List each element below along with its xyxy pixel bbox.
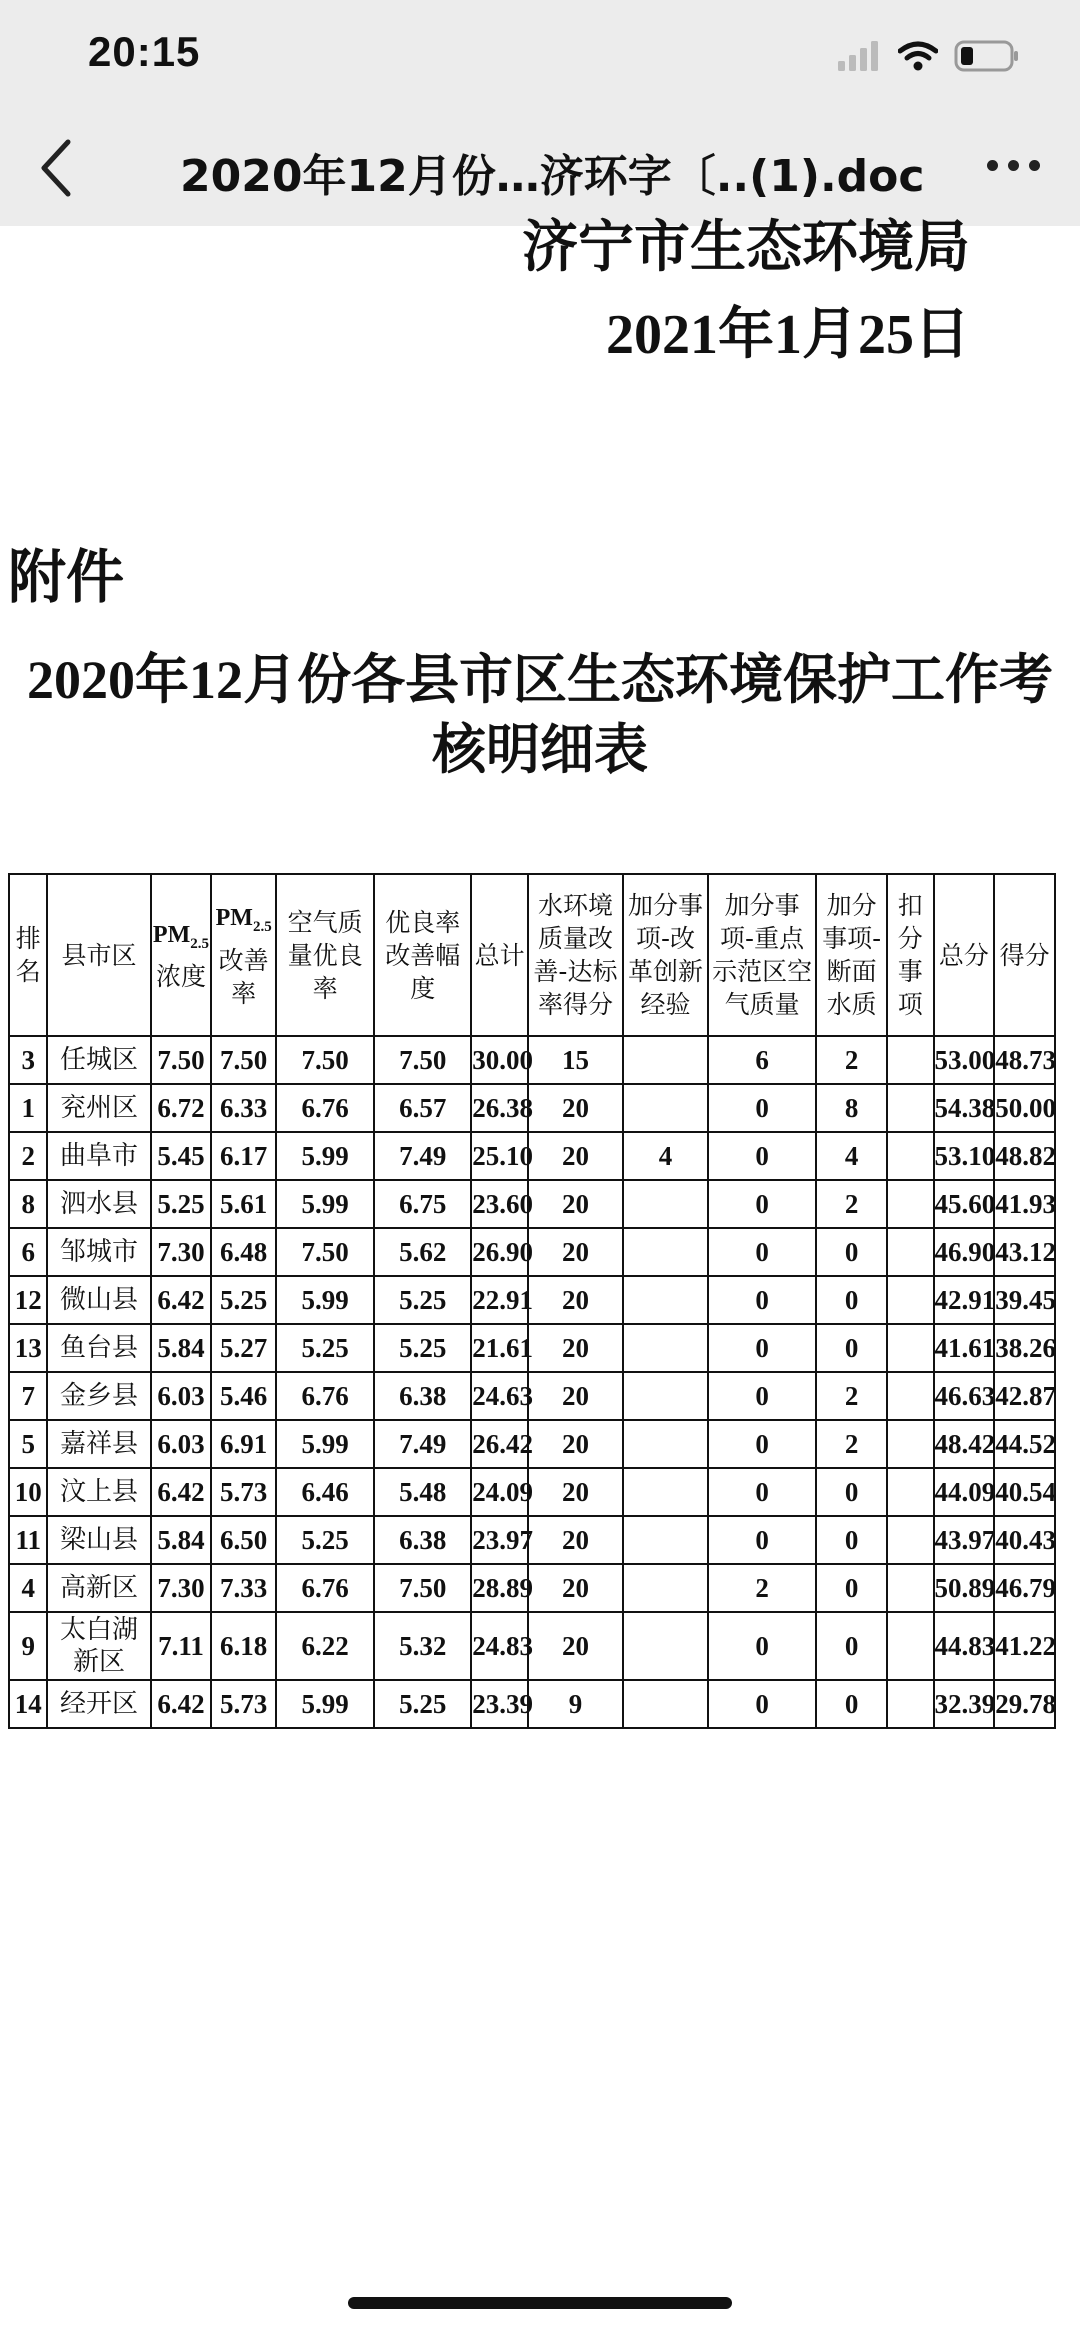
cell-pm-conc: 7.11	[151, 1612, 212, 1680]
cell-good: 5.25	[374, 1276, 471, 1324]
table-row	[9, 1324, 1055, 1372]
cell-total: 42.91	[934, 1276, 995, 1324]
cell-deduction	[887, 1612, 934, 1680]
header-bonus-demo: 加分事项-重点示范区空气质量	[708, 874, 816, 1036]
cell-water: 20	[528, 1564, 623, 1612]
cell-score: 38.26	[994, 1324, 1055, 1372]
cell-water-bonus: 2	[816, 1420, 887, 1468]
cell-district: 太白湖新区	[47, 1612, 150, 1680]
cell-district: 曲阜市	[47, 1132, 150, 1180]
cell-pm-conc: 6.03	[151, 1372, 212, 1420]
cell-rank: 1	[9, 1084, 47, 1132]
cell-rank: 7	[9, 1372, 47, 1420]
cell-air: 5.99	[276, 1420, 374, 1468]
cell-air: 6.76	[276, 1084, 374, 1132]
cell-deduction	[887, 1276, 934, 1324]
cell-pm-imp: 5.27	[211, 1324, 276, 1372]
cell-air: 5.25	[276, 1324, 374, 1372]
cell-score: 46.79	[994, 1564, 1055, 1612]
cell-innovation	[623, 1420, 708, 1468]
cell-subtotal: 30.00	[471, 1036, 528, 1084]
home-indicator[interactable]	[348, 2297, 732, 2309]
cell-pm-imp: 6.18	[211, 1612, 276, 1680]
cell-total: 45.60	[934, 1180, 995, 1228]
header-good-rate: 优良率改善幅度	[374, 874, 471, 1036]
cell-rank: 9	[9, 1612, 47, 1680]
table-row	[9, 1420, 1055, 1468]
table-row	[9, 1276, 1055, 1324]
table-row	[9, 1228, 1055, 1276]
cell-subtotal: 24.09	[471, 1468, 528, 1516]
header-score: 得分	[994, 874, 1055, 1036]
cell-total: 50.89	[934, 1564, 995, 1612]
cell-innovation: 4	[623, 1132, 708, 1180]
cell-deduction	[887, 1132, 934, 1180]
cell-deduction	[887, 1180, 934, 1228]
issue-date: 2021年1月25日	[606, 304, 970, 366]
cell-district: 鱼台县	[47, 1324, 150, 1372]
cell-total: 53.00	[934, 1036, 995, 1084]
table-title	[0, 645, 1080, 785]
cell-score: 41.22	[994, 1612, 1055, 1680]
cell-demo: 0	[708, 1276, 816, 1324]
cell-demo: 0	[708, 1180, 816, 1228]
cell-total: 48.42	[934, 1420, 995, 1468]
cell-water: 20	[528, 1324, 623, 1372]
cell-demo: 0	[708, 1516, 816, 1564]
table-row	[9, 1372, 1055, 1420]
cell-good: 7.49	[374, 1132, 471, 1180]
cell-deduction	[887, 1084, 934, 1132]
header-air-quality: 空气质量优良率	[276, 874, 374, 1036]
cell-innovation	[623, 1180, 708, 1228]
back-arrow-icon[interactable]	[36, 138, 76, 198]
table-row	[9, 1084, 1055, 1132]
cell-demo: 6	[708, 1036, 816, 1084]
cell-district: 高新区	[47, 1564, 150, 1612]
cell-subtotal: 26.90	[471, 1228, 528, 1276]
cell-subtotal: 26.38	[471, 1084, 528, 1132]
cell-total: 46.63	[934, 1372, 995, 1420]
cell-pm-conc: 6.42	[151, 1680, 212, 1728]
cell-air: 5.99	[276, 1680, 374, 1728]
header-total: 总分	[934, 874, 995, 1036]
cell-total: 43.97	[934, 1516, 995, 1564]
cell-good: 6.75	[374, 1180, 471, 1228]
issuing-authority: 济宁市生态环境局	[522, 215, 970, 280]
header-water-score: 水环境质量改善-达标率得分	[528, 874, 623, 1036]
cell-innovation	[623, 1228, 708, 1276]
cell-pm-imp: 6.33	[211, 1084, 276, 1132]
cell-innovation	[623, 1036, 708, 1084]
table-row	[9, 1036, 1055, 1084]
cell-pm-imp: 5.73	[211, 1468, 276, 1516]
cell-good: 7.49	[374, 1420, 471, 1468]
header-bonus-innovation: 加分事项-改革创新经验	[623, 874, 708, 1036]
cell-pm-conc: 6.42	[151, 1276, 212, 1324]
cell-district: 任城区	[47, 1036, 150, 1084]
cell-innovation	[623, 1612, 708, 1680]
cell-innovation	[623, 1324, 708, 1372]
cell-water-bonus: 2	[816, 1180, 887, 1228]
cell-good: 5.32	[374, 1612, 471, 1680]
cell-innovation	[623, 1468, 708, 1516]
cell-water: 20	[528, 1228, 623, 1276]
table-header-row	[9, 874, 1055, 1036]
cell-good: 5.25	[374, 1680, 471, 1728]
cell-water-bonus: 0	[816, 1564, 887, 1612]
cell-water: 20	[528, 1372, 623, 1420]
cell-pm-imp: 5.25	[211, 1276, 276, 1324]
cell-subtotal: 24.83	[471, 1612, 528, 1680]
table-title-line2: 核明细表	[432, 720, 648, 780]
cell-district: 经开区	[47, 1680, 150, 1728]
cell-demo: 2	[708, 1564, 816, 1612]
cell-deduction	[887, 1036, 934, 1084]
cell-water-bonus: 2	[816, 1036, 887, 1084]
cell-total: 53.10	[934, 1132, 995, 1180]
cell-total: 44.09	[934, 1468, 995, 1516]
cell-subtotal: 24.63	[471, 1372, 528, 1420]
cell-good: 6.38	[374, 1516, 471, 1564]
cell-deduction	[887, 1324, 934, 1372]
assessment-table	[8, 873, 1056, 1729]
cell-score: 43.12	[994, 1228, 1055, 1276]
cell-water: 20	[528, 1276, 623, 1324]
cell-subtotal: 21.61	[471, 1324, 528, 1372]
cell-air: 5.99	[276, 1132, 374, 1180]
cell-demo: 0	[708, 1132, 816, 1180]
cell-deduction	[887, 1516, 934, 1564]
cell-subtotal: 25.10	[471, 1132, 528, 1180]
cell-rank: 3	[9, 1036, 47, 1084]
cell-score: 29.78	[994, 1680, 1055, 1728]
header-pm-concentration: $PM_{2.5}$ 浓度	[151, 874, 212, 1036]
cell-total: 46.90	[934, 1228, 995, 1276]
cell-subtotal: 26.42	[471, 1420, 528, 1468]
cell-rank: 8	[9, 1180, 47, 1228]
cell-deduction	[887, 1228, 934, 1276]
cell-water-bonus: 0	[816, 1612, 887, 1680]
cell-demo: 0	[708, 1084, 816, 1132]
cell-water-bonus: 8	[816, 1084, 887, 1132]
cell-total: 32.39	[934, 1680, 995, 1728]
cell-good: 7.50	[374, 1564, 471, 1612]
cell-deduction	[887, 1420, 934, 1468]
table-row	[9, 1516, 1055, 1564]
cell-pm-conc: 6.72	[151, 1084, 212, 1132]
header-deduction: 扣分事项	[887, 874, 934, 1036]
cell-air: 6.46	[276, 1468, 374, 1516]
cell-water: 20	[528, 1180, 623, 1228]
table-row	[9, 1132, 1055, 1180]
cell-subtotal: 23.39	[471, 1680, 528, 1728]
cell-water: 20	[528, 1132, 623, 1180]
table-row	[9, 1468, 1055, 1516]
cell-water-bonus: 0	[816, 1468, 887, 1516]
cell-water-bonus: 2	[816, 1372, 887, 1420]
cell-air: 5.99	[276, 1276, 374, 1324]
cell-district: 汶上县	[47, 1468, 150, 1516]
cell-total: 44.83	[934, 1612, 995, 1680]
cell-innovation	[623, 1372, 708, 1420]
cell-score: 40.43	[994, 1516, 1055, 1564]
cell-innovation	[623, 1276, 708, 1324]
cell-good: 7.50	[374, 1036, 471, 1084]
cell-water: 20	[528, 1084, 623, 1132]
cell-pm-imp: 6.48	[211, 1228, 276, 1276]
cell-pm-conc: 5.25	[151, 1180, 212, 1228]
cell-water: 15	[528, 1036, 623, 1084]
cell-score: 39.45	[994, 1276, 1055, 1324]
cell-water-bonus: 0	[816, 1680, 887, 1728]
cell-good: 5.62	[374, 1228, 471, 1276]
cell-rank: 12	[9, 1276, 47, 1324]
cell-district: 泗水县	[47, 1180, 150, 1228]
cell-pm-conc: 6.42	[151, 1468, 212, 1516]
cell-demo: 0	[708, 1324, 816, 1372]
cell-district: 邹城市	[47, 1228, 150, 1276]
cell-deduction	[887, 1680, 934, 1728]
table-row	[9, 1564, 1055, 1612]
table-row	[9, 1180, 1055, 1228]
cell-pm-conc: 5.84	[151, 1516, 212, 1564]
cell-air: 6.76	[276, 1372, 374, 1420]
cell-rank: 14	[9, 1680, 47, 1728]
cell-innovation	[623, 1084, 708, 1132]
cell-good: 6.57	[374, 1084, 471, 1132]
cell-pm-conc: 7.30	[151, 1228, 212, 1276]
cell-pm-imp: 5.73	[211, 1680, 276, 1728]
cell-pm-conc: 6.03	[151, 1420, 212, 1468]
top-bar	[0, 0, 1080, 226]
cell-rank: 10	[9, 1468, 47, 1516]
cell-pm-imp: 5.46	[211, 1372, 276, 1420]
cell-score: 40.54	[994, 1468, 1055, 1516]
cell-innovation	[623, 1680, 708, 1728]
cell-score: 48.82	[994, 1132, 1055, 1180]
cell-innovation	[623, 1516, 708, 1564]
status-time: 20:15	[88, 28, 201, 75]
cell-water: 20	[528, 1468, 623, 1516]
cell-pm-imp: 6.17	[211, 1132, 276, 1180]
cell-air: 5.25	[276, 1516, 374, 1564]
cell-score: 42.87	[994, 1372, 1055, 1420]
header-subtotal: 总计	[471, 874, 528, 1036]
cell-pm-imp: 6.91	[211, 1420, 276, 1468]
cell-deduction	[887, 1372, 934, 1420]
cell-water-bonus: 0	[816, 1516, 887, 1564]
cell-good: 6.38	[374, 1372, 471, 1420]
cell-pm-conc: 5.45	[151, 1132, 212, 1180]
header-rank: 排名	[9, 874, 47, 1036]
header-district: 县市区	[47, 874, 150, 1036]
cell-water: 20	[528, 1516, 623, 1564]
cell-pm-conc: 7.30	[151, 1564, 212, 1612]
cell-score: 48.73	[994, 1036, 1055, 1084]
cell-pm-imp: 5.61	[211, 1180, 276, 1228]
cell-score: 50.00	[994, 1084, 1055, 1132]
cell-demo: 0	[708, 1228, 816, 1276]
cell-rank: 2	[9, 1132, 47, 1180]
table-row	[9, 1612, 1055, 1680]
cell-demo: 0	[708, 1420, 816, 1468]
cell-demo: 0	[708, 1372, 816, 1420]
cell-subtotal: 28.89	[471, 1564, 528, 1612]
cell-pm-imp: 7.33	[211, 1564, 276, 1612]
cell-water: 20	[528, 1420, 623, 1468]
cell-total: 54.38	[934, 1084, 995, 1132]
table-body	[9, 1036, 1055, 1728]
cell-pm-conc: 7.50	[151, 1036, 212, 1084]
cell-air: 6.76	[276, 1564, 374, 1612]
cell-district: 微山县	[47, 1276, 150, 1324]
cell-water-bonus: 0	[816, 1276, 887, 1324]
cell-pm-conc: 5.84	[151, 1324, 212, 1372]
cell-district: 金乡县	[47, 1372, 150, 1420]
cell-subtotal: 23.97	[471, 1516, 528, 1564]
cell-rank: 5	[9, 1420, 47, 1468]
cell-deduction	[887, 1468, 934, 1516]
cell-air: 7.50	[276, 1036, 374, 1084]
cell-good: 5.48	[374, 1468, 471, 1516]
cell-subtotal: 22.91	[471, 1276, 528, 1324]
cell-water-bonus: 0	[816, 1324, 887, 1372]
cell-deduction	[887, 1564, 934, 1612]
cell-water: 20	[528, 1612, 623, 1680]
cell-air: 7.50	[276, 1228, 374, 1276]
cell-demo: 0	[708, 1612, 816, 1680]
cell-water-bonus: 4	[816, 1132, 887, 1180]
cell-good: 5.25	[374, 1324, 471, 1372]
cell-score: 41.93	[994, 1180, 1055, 1228]
cell-score: 44.52	[994, 1420, 1055, 1468]
cell-air: 5.99	[276, 1180, 374, 1228]
cell-district: 梁山县	[47, 1516, 150, 1564]
header-bonus-water: 加分事项-断面水质	[816, 874, 887, 1036]
document-title: 2020年12月份…济环字〔..(1).doc	[180, 151, 925, 202]
cell-air: 6.22	[276, 1612, 374, 1680]
cell-demo: 0	[708, 1468, 816, 1516]
header-pm-improvement: $PM_{2.5}$ 改善率	[211, 874, 276, 1036]
cell-district: 兖州区	[47, 1084, 150, 1132]
more-options-icon[interactable]	[987, 160, 1040, 171]
status-icons	[838, 36, 1020, 76]
attachment-label: 附件	[8, 543, 125, 611]
cell-rank: 6	[9, 1228, 47, 1276]
cell-water: 9	[528, 1680, 623, 1728]
cell-rank: 13	[9, 1324, 47, 1372]
battery-icon	[954, 40, 1020, 72]
cellular-signal-icon	[838, 41, 882, 71]
cell-subtotal: 23.60	[471, 1180, 528, 1228]
wifi-icon	[898, 41, 938, 71]
cell-pm-imp: 6.50	[211, 1516, 276, 1564]
table-row	[9, 1680, 1055, 1728]
cell-pm-imp: 7.50	[211, 1036, 276, 1084]
cell-demo: 0	[708, 1680, 816, 1728]
table-title-line1: 2020年12月份各县市区生态环境保护工作考	[27, 650, 1053, 710]
cell-rank: 11	[9, 1516, 47, 1564]
cell-water-bonus: 0	[816, 1228, 887, 1276]
cell-innovation	[623, 1564, 708, 1612]
cell-rank: 4	[9, 1564, 47, 1612]
cell-total: 41.61	[934, 1324, 995, 1372]
cell-district: 嘉祥县	[47, 1420, 150, 1468]
